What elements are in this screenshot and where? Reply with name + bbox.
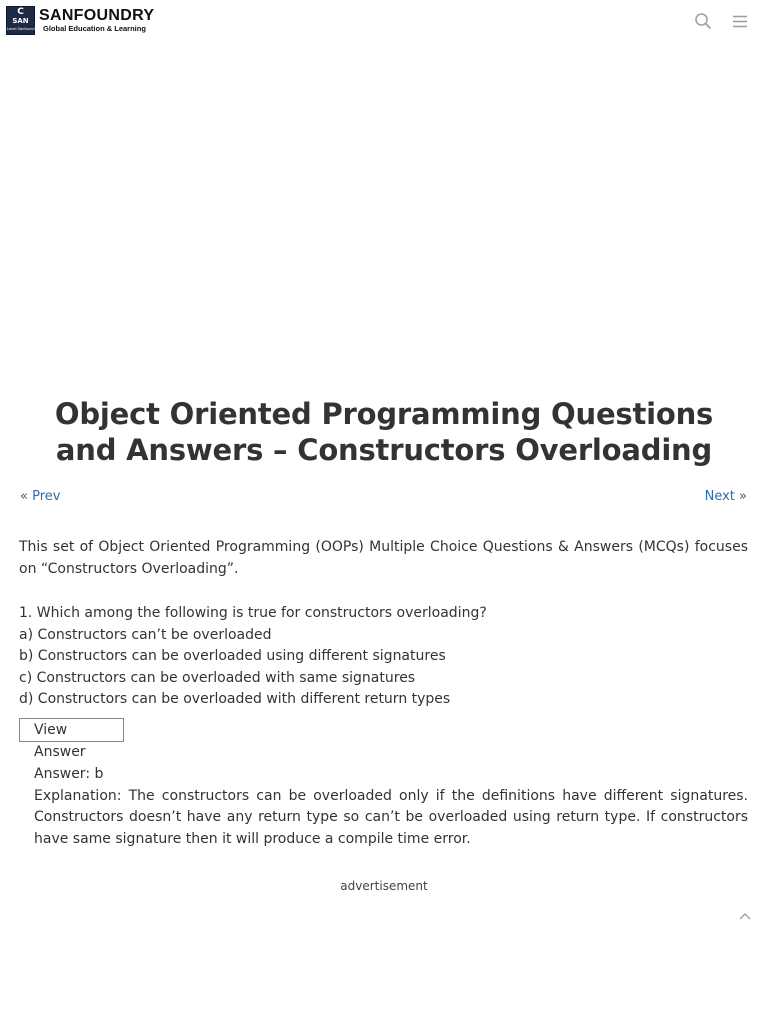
site-header <box>0 0 768 44</box>
answer-text: Answer: b <box>34 766 104 782</box>
prev-arrow: « <box>20 489 28 504</box>
prev-nav <box>20 489 60 504</box>
search-icon[interactable] <box>694 12 712 30</box>
option-d: d) Constructors can be overloaded with different return types <box>19 691 451 707</box>
intro-paragraph: This set of Object Oriented Programming (OOPs) Multiple Choice Questions & Answers (MCQs) focuses on “Constructors Overloading”. <box>19 539 748 577</box>
article-content <box>19 537 748 711</box>
next-nav <box>705 489 747 504</box>
site-logo[interactable] <box>6 6 154 35</box>
logo-emblem-word: SAN <box>12 17 29 25</box>
advertisement-label: advertisement <box>340 879 428 893</box>
prev-link[interactable]: Prev <box>32 489 61 504</box>
explanation-text: Explanation: The constructors can be overloaded only if the definitions have different signatures. Constructors doesn’t have any return type so can’t be overloaded using return type. If constructors have same signature then it will produce a compile time error. <box>34 787 748 847</box>
next-link[interactable]: Next <box>704 489 735 504</box>
question-block <box>19 603 748 711</box>
logo-tagline: Global Education & Learning <box>43 24 146 33</box>
answer-block <box>34 764 748 850</box>
logo-name: SANFOUNDRY <box>39 7 155 24</box>
logo-emblem-tiny: Level Sanfoundry <box>7 27 39 31</box>
hamburger-menu-icon[interactable] <box>731 12 749 30</box>
logo-text <box>39 7 154 34</box>
next-arrow: » <box>739 489 747 504</box>
logo-emblem <box>6 6 39 35</box>
ad-space-top <box>0 44 768 384</box>
page-title: Object Oriented Programming Questions and Answers – Constructors Overloading <box>54 397 714 467</box>
question-text: 1. Which among the following is true for constructors overloading? <box>19 605 487 621</box>
view-answer-button[interactable]: View Answer <box>19 718 124 742</box>
option-a: a) Constructors can’t be overloaded <box>19 626 272 643</box>
option-b: b) Constructors can be overloaded using different signatures <box>19 648 446 664</box>
logo-emblem-letter: C <box>17 7 24 17</box>
scroll-to-top-icon[interactable] <box>738 908 752 922</box>
option-c: c) Constructors can be overloaded with same signatures <box>19 669 416 686</box>
